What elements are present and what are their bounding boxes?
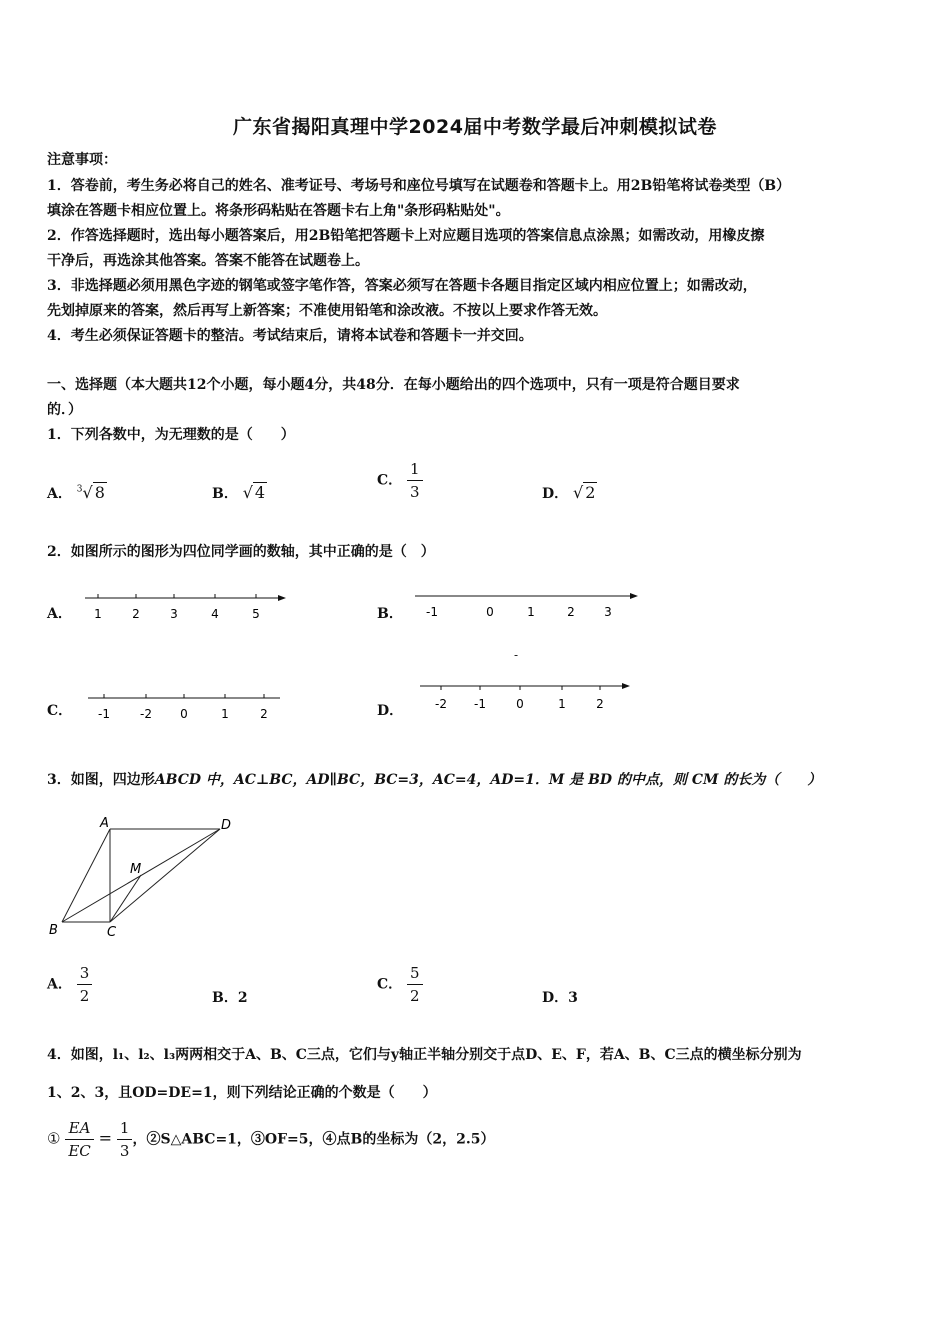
fraction-3-2: $\frac{3}{2}$ [77,962,93,1007]
tick-label: -1 [98,707,110,721]
number-line-b [410,586,645,626]
cube-root-8: $^3$√ 8 [76,483,105,502]
q3-option-c: C． $\frac{5}{2}$ [377,962,423,1007]
q4-statements: ① $\frac{EA}{EC}$ = $\frac{1}{3}$ ，②S△ABC=1，③OF=5，④点B的坐标为（2，2.5） [47,1119,495,1160]
tick-label: 1 [558,697,566,711]
tick-label: -1 [474,697,486,711]
tick-label: -1 [426,605,438,619]
q1-stem: 1．下列各数中，为无理数的是（ ） [47,427,295,443]
tick-label: 3 [604,605,612,619]
tick-label: 2 [567,605,575,619]
quadrilateral-figure [45,812,245,942]
number-line-c [80,688,290,728]
section-heading-cont: 的．） [47,402,82,418]
number-line-a [80,588,295,628]
tick-label: 0 [180,707,188,721]
q3-option-a: A． $\frac{3}{2}$ [47,962,92,1007]
stray-mark: - [514,648,519,662]
notice-line: 先划掉原来的答案，然后再写上新答案；不准使用铅笔和涂改液。不按以上要求作答无效。 [47,303,607,319]
tick-label: 0 [516,697,524,711]
vertex-label-c: C [107,925,117,940]
q2-option-a-label: A． [47,606,72,622]
vertex-label-m: M [130,862,142,877]
q3-option-b: B．2 [212,990,248,1006]
tick-label: -2 [140,707,152,721]
q1-option-b: B． √ 4 [212,483,266,502]
q2-stem: 2．如图所示的图形为四位同学画的数轴，其中正确的是（ ） [47,544,435,560]
notice-line: 4．考生必须保证答题卡的整洁。考试结束后，请将本试卷和答题卡一并交回。 [47,328,533,344]
vertex-label-b: B [49,923,58,938]
notice-line: 1．答卷前，考生务必将自己的姓名、准考证号、考场号和座位号填写在试题卷和答题卡上。用2B铅笔将试卷类型（B） [47,178,791,194]
tick-label: 2 [596,697,604,711]
q4-stem: 4．如图，l₁、l₂、l₃两两相交于A、B、C三点，它们与y轴正半轴分别交于点D、E、F，若A、B、C三点的横坐标分别为 [47,1047,802,1063]
q4-stem-cont: 1、2、3，且OD=DE=1，则下列结论正确的个数是（ ） [47,1085,437,1101]
sqrt-4: √ 4 [242,483,266,502]
q2-option-d-label: D． [377,703,404,719]
tick-label: 4 [211,607,219,621]
tick-label: 3 [170,607,178,621]
q1-option-c: C． $\frac{1}{3}$ [377,458,423,503]
tick-label: 1 [221,707,229,721]
notice-line: 干净后，再选涂其他答案。答案不能答在试题卷上。 [47,253,369,269]
tick-label: 0 [486,605,494,619]
tick-label: 1 [527,605,535,619]
notice-line: 2．作答选择题时，选出每小题答案后，用2B铅笔把答题卡上对应题目选项的答案信息点涂黑；如需改动，用橡皮擦 [47,228,765,244]
q2-option-c-label: C． [47,703,73,719]
tick-label: 5 [252,607,260,621]
fraction-5-2: $\frac{5}{2}$ [407,962,423,1007]
notice-heading: 注意事项： [47,152,117,168]
tick-label: -2 [435,697,447,711]
fraction-ea-ec: $\frac{EA}{EC}$ [65,1117,93,1162]
q3-stem: 3．如图，四边形ABCD 中，AC⊥BC，AD∥BC，BC=3，AC=4，AD=1．M 是 BD 的中点，则 CM 的长为（ ） [47,772,822,788]
q3-option-d: D．3 [542,990,578,1006]
number-line-d [415,676,640,716]
section-heading: 一、选择题（本大题共12个小题，每小题4分，共48分．在每小题给出的四个选项中，只有一项是符合题目要求 [47,377,740,393]
fraction-1-3-b: $\frac{1}{3}$ [117,1117,133,1162]
fraction-1-3: $\frac{1}{3}$ [407,458,423,503]
notice-line: 填涂在答题卡相应位置上。将条形码粘贴在答题卡右上角"条形码粘贴处"。 [47,203,510,219]
sqrt-2: √ 2 [573,483,596,502]
q1-option-d: D． √ 2 [542,483,596,502]
q1-option-a: A． $^3$√ 8 [47,483,105,502]
tick-label: 1 [94,607,102,621]
tick-label: 2 [260,707,268,721]
notice-line: 3．非选择题必须用黑色字迹的钢笔或签字笔作答，答案必须写在答题卡各题目指定区域内相应位置上；如需改动， [47,278,757,294]
vertex-label-a: A [100,816,109,831]
vertex-label-d: D [221,818,232,833]
tick-label: 2 [132,607,140,621]
page-title: 广东省揭阳真理中学2024届中考数学最后冲刺模拟试卷 [233,116,717,138]
q2-option-b-label: B． [377,606,403,622]
